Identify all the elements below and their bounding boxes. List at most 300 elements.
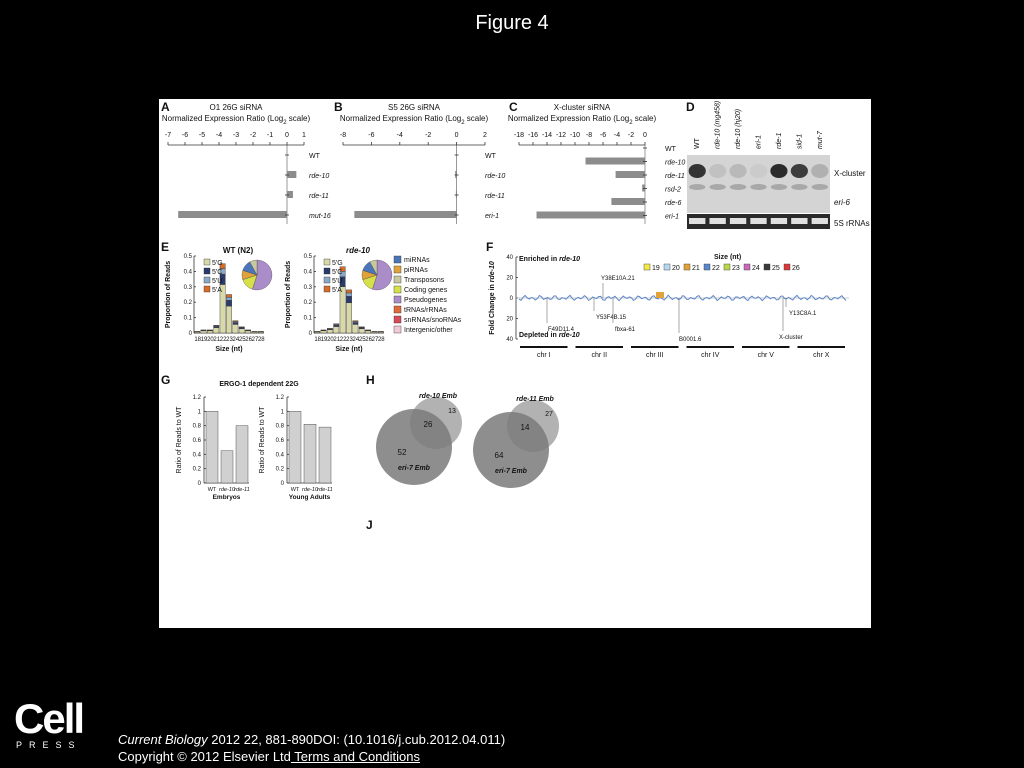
bar bbox=[354, 211, 456, 218]
lane-label: eri-1 bbox=[755, 134, 763, 149]
category-legend-label: tRNAs/rRNAs bbox=[404, 307, 447, 314]
xtick-label: WT bbox=[207, 487, 217, 493]
category-legend-label: Pseudogenes bbox=[404, 297, 447, 304]
xtick-label: 28 bbox=[257, 337, 265, 343]
bar bbox=[611, 198, 645, 205]
panel-e-chart-title: rde-10 bbox=[345, 246, 371, 255]
category-legend-swatch bbox=[394, 286, 401, 293]
xtick-label: 22 bbox=[219, 337, 227, 343]
tick-label: -10 bbox=[569, 132, 581, 139]
xtick-label: 20 bbox=[327, 337, 334, 343]
category-label: rde-10 bbox=[485, 173, 506, 180]
legend-label: 5'U bbox=[212, 278, 223, 285]
xtick-label: 19 bbox=[200, 337, 208, 343]
xtick-label: 23 bbox=[226, 337, 233, 343]
size-legend-swatch bbox=[744, 264, 750, 270]
stacked-bar-segment bbox=[334, 324, 339, 325]
blot-band-eri6 bbox=[730, 184, 746, 190]
category-legend-label: Intergenic/other bbox=[404, 327, 453, 334]
legend-swatch bbox=[324, 259, 330, 265]
panel-a-xlabel-part: Normalized Expression Ratio (Log bbox=[161, 114, 284, 123]
tick-label: -8 bbox=[339, 132, 347, 139]
panel-a-title: O1 26G siRNA bbox=[209, 103, 263, 112]
category-label: rde-11 bbox=[309, 193, 329, 200]
venn-big-label: eri-7 Emb bbox=[495, 468, 527, 475]
xtick-label: 23 bbox=[346, 337, 353, 343]
blot-band-5s bbox=[750, 218, 766, 224]
xtick-label: WT bbox=[290, 487, 300, 493]
size-legend-swatch bbox=[704, 264, 710, 270]
xtick-label: 19 bbox=[320, 337, 328, 343]
xtick-label: 24 bbox=[352, 337, 360, 343]
bar bbox=[178, 211, 287, 218]
category-label: rsd-2 bbox=[665, 186, 681, 194]
blot-band-eri6 bbox=[791, 184, 807, 190]
panel-b-xlabel-part: scale) bbox=[464, 114, 489, 123]
xtick-label: 20 bbox=[207, 337, 214, 343]
tick-label: 2 bbox=[483, 132, 487, 139]
bar bbox=[304, 424, 316, 483]
panel-letter-h: H bbox=[366, 373, 375, 387]
band-label-xcluster: X-cluster bbox=[834, 169, 866, 178]
ytick-label: 0.4 bbox=[275, 452, 284, 459]
annotation-label: F49D11.4 bbox=[548, 327, 574, 333]
copyright-text: Copyright © 2012 Elsevier Ltd bbox=[118, 749, 291, 764]
size-legend-label: 24 bbox=[752, 265, 760, 272]
panel-a-xlabel bbox=[162, 114, 311, 126]
xtick-label: rde-10 bbox=[302, 487, 318, 493]
panel-f-ylabel bbox=[489, 261, 496, 335]
category-legend-swatch bbox=[394, 296, 401, 303]
ytick-label: 40 bbox=[506, 337, 513, 343]
panel-f-ylabel-part: rde-10 bbox=[489, 261, 496, 283]
stacked-bar-segment bbox=[321, 331, 326, 333]
stacked-bar-segment bbox=[353, 323, 358, 325]
ytick-label: 0.8 bbox=[192, 423, 201, 430]
xtick-label: 21 bbox=[333, 337, 341, 343]
panel-letter-d: D bbox=[686, 100, 695, 114]
panel-b-xlabel-part: Normalized Expression Ratio (Log bbox=[339, 114, 462, 123]
venn-small-only: 13 bbox=[448, 408, 456, 415]
size-legend-label: 22 bbox=[712, 265, 720, 272]
category-label: rde-6 bbox=[665, 200, 682, 207]
annotation-label: X-cluster bbox=[779, 335, 803, 341]
panel-b-xlabel-part: 2 bbox=[461, 120, 465, 126]
xtick-label: rde-10 bbox=[219, 487, 235, 493]
panel-letter-f: F bbox=[486, 240, 494, 254]
size-legend-title: Size (nt) bbox=[714, 254, 742, 261]
band-label-eri6: eri-6 bbox=[834, 198, 851, 207]
tick-label: -6 bbox=[599, 132, 607, 139]
terms-link[interactable]: Terms and Conditions bbox=[290, 749, 421, 764]
panel-b-xlabel bbox=[340, 114, 489, 126]
tick-label: -6 bbox=[368, 132, 375, 139]
ytick-label: 1 bbox=[280, 409, 284, 416]
size-legend-label: 21 bbox=[692, 265, 700, 272]
ytick-label: 0.2 bbox=[303, 300, 312, 307]
category-label: rde-10 bbox=[665, 159, 686, 167]
legend-label: 5'G bbox=[212, 260, 223, 267]
xtick-label: 24 bbox=[232, 337, 240, 343]
annotation-label: Y13C8A.1 bbox=[789, 311, 817, 317]
blot-band-5s bbox=[730, 218, 746, 224]
chromosome-label: chr X bbox=[813, 352, 830, 359]
panel-e-xlabel: Size (nt) bbox=[215, 346, 243, 353]
panel-c-xlabel-part: 2 bbox=[629, 120, 633, 126]
venn-big-circle bbox=[473, 412, 549, 488]
legend-label: 5'A bbox=[212, 287, 222, 294]
figure-title: Figure 4 bbox=[475, 12, 549, 34]
legend-label: 5'A bbox=[332, 287, 342, 294]
venn-overlap: 26 bbox=[423, 420, 433, 429]
venn-big-label: eri-7 Emb bbox=[398, 465, 430, 472]
chromosome-label: chr III bbox=[645, 352, 664, 359]
enriched-label-part: rde-10 bbox=[559, 256, 581, 263]
citation-text: 2012 22, 881-890DOI: (10.1016/j.cub.2012.04.011) bbox=[207, 732, 506, 747]
blot-band-5s bbox=[771, 218, 787, 224]
tick-label: -4 bbox=[215, 132, 223, 139]
ytick-label: 20 bbox=[506, 316, 513, 323]
depleted-label-part: rde-10 bbox=[558, 332, 580, 339]
size-legend-label: 26 bbox=[792, 265, 800, 272]
blot-band-xcluster bbox=[729, 164, 746, 178]
tick-label: -18 bbox=[513, 132, 525, 139]
ytick-label: 20 bbox=[506, 275, 513, 282]
xtick-label: 25 bbox=[358, 337, 366, 343]
stacked-bar-segment bbox=[226, 295, 231, 298]
tick-label: -6 bbox=[181, 132, 189, 139]
venn-overlap: 14 bbox=[520, 423, 530, 432]
panel-g-ylabel: Ratio of Reads to WT bbox=[259, 406, 266, 474]
stacked-bar-segment bbox=[233, 324, 238, 333]
category-legend-label: snRNAs/snoRNAs bbox=[404, 317, 462, 324]
ytick-label: 1.2 bbox=[192, 395, 201, 401]
xtick-label: rde-11 bbox=[234, 487, 250, 493]
bar bbox=[455, 171, 456, 178]
tick-label: -16 bbox=[527, 132, 539, 139]
stacked-bar-segment bbox=[334, 325, 339, 326]
stacked-bar-segment bbox=[226, 300, 231, 306]
legend-swatch bbox=[324, 277, 330, 283]
panel-e-ylabel: Proportion of Reads bbox=[285, 260, 292, 329]
bar bbox=[616, 171, 645, 178]
stacked-bar-segment bbox=[201, 331, 206, 333]
category-label: mut-16 bbox=[309, 213, 331, 220]
annotation-label: Y38E10A.21 bbox=[601, 276, 635, 282]
ytick-label: 0.6 bbox=[275, 438, 284, 444]
venn-big-circle bbox=[376, 409, 452, 485]
journal-name: Current Biology bbox=[118, 732, 208, 747]
tick-label: -4 bbox=[613, 132, 621, 139]
size-legend-label: 20 bbox=[672, 265, 680, 272]
panel-g-ylabel: Ratio of Reads to WT bbox=[176, 406, 183, 474]
depleted-label-part: Depleted in bbox=[519, 332, 559, 339]
xtick-label: 26 bbox=[245, 337, 252, 343]
category-label: eri-1 bbox=[485, 213, 500, 220]
tick-label: -3 bbox=[232, 132, 240, 139]
panel-e-ylabel: Proportion of Reads bbox=[165, 260, 172, 329]
ytick-label: 0.3 bbox=[303, 284, 312, 291]
panel-a-xlabel-part: 2 bbox=[283, 120, 287, 126]
category-legend-swatch bbox=[394, 316, 401, 323]
panel-b-title: S5 26G siRNA bbox=[387, 103, 441, 112]
stacked-bar-segment bbox=[346, 303, 351, 333]
blot-band-xcluster bbox=[770, 164, 787, 178]
figure-svg bbox=[159, 99, 871, 628]
category-legend-label: piRNAs bbox=[404, 267, 428, 274]
stacked-bar-segment bbox=[353, 324, 358, 333]
cell-press-logo bbox=[14, 695, 84, 750]
enriched-label bbox=[519, 256, 580, 263]
blot-band-eri6 bbox=[750, 184, 766, 190]
blot-band-5s bbox=[689, 218, 705, 224]
category-label: rde-11 bbox=[485, 193, 505, 200]
panel-letter-c: C bbox=[509, 100, 518, 114]
chromosome-label: chr I bbox=[536, 352, 551, 359]
tick-label: -5 bbox=[198, 132, 206, 139]
panel-e-chart-title: WT (N2) bbox=[222, 246, 254, 255]
annotation-label: Y53F4B.15 bbox=[596, 315, 627, 321]
ytick-label: 0 bbox=[308, 331, 312, 337]
ytick-label: 1.2 bbox=[275, 395, 284, 401]
panel-e-xlabel: Size (nt) bbox=[335, 346, 363, 353]
stacked-bar-segment bbox=[214, 325, 219, 326]
annotation-label: fbxa-61 bbox=[615, 327, 636, 333]
ytick-label: 0.5 bbox=[303, 254, 312, 260]
size-legend-swatch bbox=[644, 264, 650, 270]
enriched-label-part: Enriched in bbox=[519, 256, 560, 263]
chromosome-label: chr IV bbox=[701, 352, 720, 359]
stacked-bar-segment bbox=[327, 330, 332, 333]
category-legend-label: miRNAs bbox=[404, 257, 430, 264]
blot-band-5s bbox=[791, 218, 807, 224]
blot-band-eri6 bbox=[812, 184, 828, 190]
size-legend-label: 19 bbox=[652, 265, 660, 272]
ytick-label: 0.2 bbox=[275, 466, 284, 473]
tick-label: -1 bbox=[266, 132, 274, 139]
venn-small-only: 27 bbox=[545, 411, 553, 418]
stacked-bar-segment bbox=[346, 290, 351, 293]
annotation-label: B0001.6 bbox=[679, 337, 702, 343]
chromosome-label: chr V bbox=[757, 352, 774, 359]
blot-band-eri6 bbox=[771, 184, 787, 190]
stacked-bar-segment bbox=[239, 329, 244, 333]
category-label: rde-10 bbox=[309, 173, 330, 180]
category-legend-label: Coding genes bbox=[404, 287, 448, 294]
ytick-label: 0.4 bbox=[183, 269, 192, 276]
lane-label: mut-7 bbox=[816, 131, 824, 149]
tick-label: 0 bbox=[454, 132, 459, 139]
legend-label: 5'C bbox=[212, 269, 223, 276]
ytick-label: 1 bbox=[197, 409, 201, 416]
lane-label: rde-10 (hj20) bbox=[735, 108, 743, 149]
ytick-label: 0 bbox=[280, 481, 284, 487]
xtick-label: 22 bbox=[339, 337, 347, 343]
bar bbox=[456, 191, 457, 198]
size-legend-swatch bbox=[764, 264, 770, 270]
size-legend-swatch bbox=[684, 264, 690, 270]
citation-footer bbox=[118, 731, 505, 765]
stacked-bar-segment bbox=[353, 321, 358, 322]
size-legend-label: 25 bbox=[772, 265, 780, 272]
legend-label: 5'U bbox=[332, 278, 343, 285]
stacked-bar-segment bbox=[245, 331, 250, 333]
xtick-label: 27 bbox=[371, 337, 379, 343]
ytick-label: 0.2 bbox=[183, 300, 192, 307]
size-legend-swatch bbox=[724, 264, 730, 270]
xtick-label: rde-11 bbox=[317, 487, 333, 493]
category-label: WT bbox=[665, 146, 676, 153]
blot-band-xcluster bbox=[689, 164, 706, 178]
stacked-bar-segment bbox=[214, 328, 219, 333]
bar bbox=[206, 411, 218, 483]
bar bbox=[319, 427, 331, 483]
lane-label: rde-10 (mg458) bbox=[714, 100, 722, 149]
legend-label: 5'C bbox=[332, 269, 343, 276]
ytick-label: 0.3 bbox=[183, 284, 192, 291]
ytick-label: 0.1 bbox=[303, 315, 312, 322]
panel-letter-e: E bbox=[161, 240, 170, 254]
ytick-label: 0.4 bbox=[192, 452, 201, 459]
blot-band-xcluster bbox=[750, 164, 767, 178]
logo-press: PRESS bbox=[16, 740, 82, 750]
category-label: eri-1 bbox=[665, 213, 680, 221]
panel-c-xlabel-part: scale) bbox=[632, 114, 657, 123]
xtick-label: 26 bbox=[365, 337, 372, 343]
stacked-bar-segment bbox=[346, 296, 351, 302]
category-label: WT bbox=[309, 153, 320, 160]
ytick-label: 0.5 bbox=[183, 254, 192, 260]
lane-label: WT bbox=[694, 138, 702, 149]
tick-label: 1 bbox=[302, 132, 306, 139]
category-legend-swatch bbox=[394, 256, 401, 263]
bar bbox=[289, 411, 301, 483]
bar bbox=[221, 451, 233, 483]
logo-word: Cell bbox=[14, 695, 84, 742]
stacked-bar-segment bbox=[226, 306, 231, 333]
lane-label: sid-1 bbox=[796, 133, 804, 149]
xtick-label: 21 bbox=[213, 337, 221, 343]
tick-label: -2 bbox=[627, 132, 635, 139]
ytick-label: 0 bbox=[188, 331, 192, 337]
ytick-label: 0.2 bbox=[192, 466, 201, 473]
blot-band-5s bbox=[709, 218, 725, 224]
venn-big-only: 64 bbox=[494, 451, 504, 460]
legend-swatch bbox=[324, 268, 330, 274]
category-legend-swatch bbox=[394, 326, 401, 333]
ytick-label: 0 bbox=[197, 481, 201, 487]
lane-label: rde-1 bbox=[775, 132, 783, 149]
ytick-label: 0.6 bbox=[192, 438, 201, 444]
venn-small-label: rde-11 Emb bbox=[516, 396, 554, 403]
blot-band-xcluster bbox=[791, 164, 808, 178]
size-legend-label: 23 bbox=[732, 265, 740, 272]
stacked-bar-segment bbox=[233, 321, 238, 322]
stacked-bar-segment bbox=[207, 331, 212, 333]
ytick-label: 0.4 bbox=[303, 269, 312, 276]
bar bbox=[236, 426, 248, 483]
category-label: WT bbox=[485, 153, 496, 160]
group-label: Young Adults bbox=[288, 494, 331, 501]
legend-swatch bbox=[204, 286, 210, 292]
blot-band-eri6 bbox=[689, 184, 705, 190]
legend-label: 5'G bbox=[332, 260, 343, 267]
category-legend-swatch bbox=[394, 306, 401, 313]
bar bbox=[642, 185, 645, 192]
category-legend-swatch bbox=[394, 276, 401, 283]
stacked-bar-segment bbox=[334, 327, 339, 333]
stacked-bar-segment bbox=[359, 329, 364, 333]
panel-f-ylabel-part: Fold Change in bbox=[489, 282, 496, 335]
blot-band-xcluster bbox=[811, 164, 828, 178]
bar bbox=[287, 191, 293, 198]
legend-swatch bbox=[204, 277, 210, 283]
stacked-bar-segment bbox=[346, 293, 351, 296]
figure-panels bbox=[159, 99, 871, 628]
xtick-label: 28 bbox=[377, 337, 385, 343]
legend-swatch bbox=[204, 268, 210, 274]
size-legend-swatch bbox=[664, 264, 670, 270]
tick-label: -4 bbox=[396, 132, 403, 139]
tick-label: -7 bbox=[164, 132, 172, 139]
tick-label: -12 bbox=[555, 132, 567, 139]
panel-letter-a: A bbox=[161, 100, 170, 114]
ytick-label: 0 bbox=[509, 296, 513, 302]
xtick-label: 27 bbox=[251, 337, 259, 343]
tick-label: -14 bbox=[541, 132, 553, 139]
category-legend-swatch bbox=[394, 266, 401, 273]
tick-label: -2 bbox=[425, 132, 432, 139]
panel-c-xlabel bbox=[508, 114, 657, 126]
panel-letter-j: J bbox=[366, 518, 373, 532]
bar bbox=[537, 212, 646, 219]
panel-g-title: ERGO-1 dependent 22G bbox=[219, 381, 299, 388]
tick-label: 0 bbox=[643, 132, 647, 139]
blot-band-xcluster bbox=[709, 164, 726, 178]
bar bbox=[287, 171, 296, 178]
xtick-label: 18 bbox=[314, 337, 322, 343]
venn-big-only: 52 bbox=[397, 448, 407, 457]
blot-band-5s bbox=[812, 218, 828, 224]
category-legend-label: Transposons bbox=[404, 277, 445, 284]
size-legend-swatch bbox=[784, 264, 790, 270]
panel-c-xlabel-part: Normalized Expression Ratio (Log bbox=[507, 114, 630, 123]
stacked-bar-segment bbox=[365, 331, 370, 333]
peak-21nt bbox=[656, 292, 664, 298]
ytick-label: 40 bbox=[506, 255, 513, 261]
panel-letter-g: G bbox=[161, 373, 171, 387]
xtick-label: 18 bbox=[194, 337, 202, 343]
bar bbox=[586, 158, 646, 165]
depleted-label bbox=[519, 332, 580, 339]
group-label: Embryos bbox=[212, 494, 241, 501]
ytick-label: 0.8 bbox=[275, 423, 284, 430]
legend-swatch bbox=[204, 259, 210, 265]
panel-a-xlabel-part: scale) bbox=[286, 114, 311, 123]
chromosome-label: chr II bbox=[591, 352, 608, 359]
tick-label: -2 bbox=[249, 132, 257, 139]
tick-label: -8 bbox=[585, 132, 593, 139]
legend-swatch bbox=[324, 286, 330, 292]
xtick-label: 25 bbox=[238, 337, 246, 343]
panel-letter-b: B bbox=[334, 100, 343, 114]
band-label-5s: 5S rRNAs bbox=[834, 219, 870, 228]
panel-c-title: X-cluster siRNA bbox=[553, 103, 611, 112]
stacked-bar-segment bbox=[226, 297, 231, 300]
category-label: rde-11 bbox=[665, 173, 685, 180]
tick-label: 0 bbox=[285, 132, 289, 139]
ytick-label: 0.1 bbox=[183, 315, 192, 322]
